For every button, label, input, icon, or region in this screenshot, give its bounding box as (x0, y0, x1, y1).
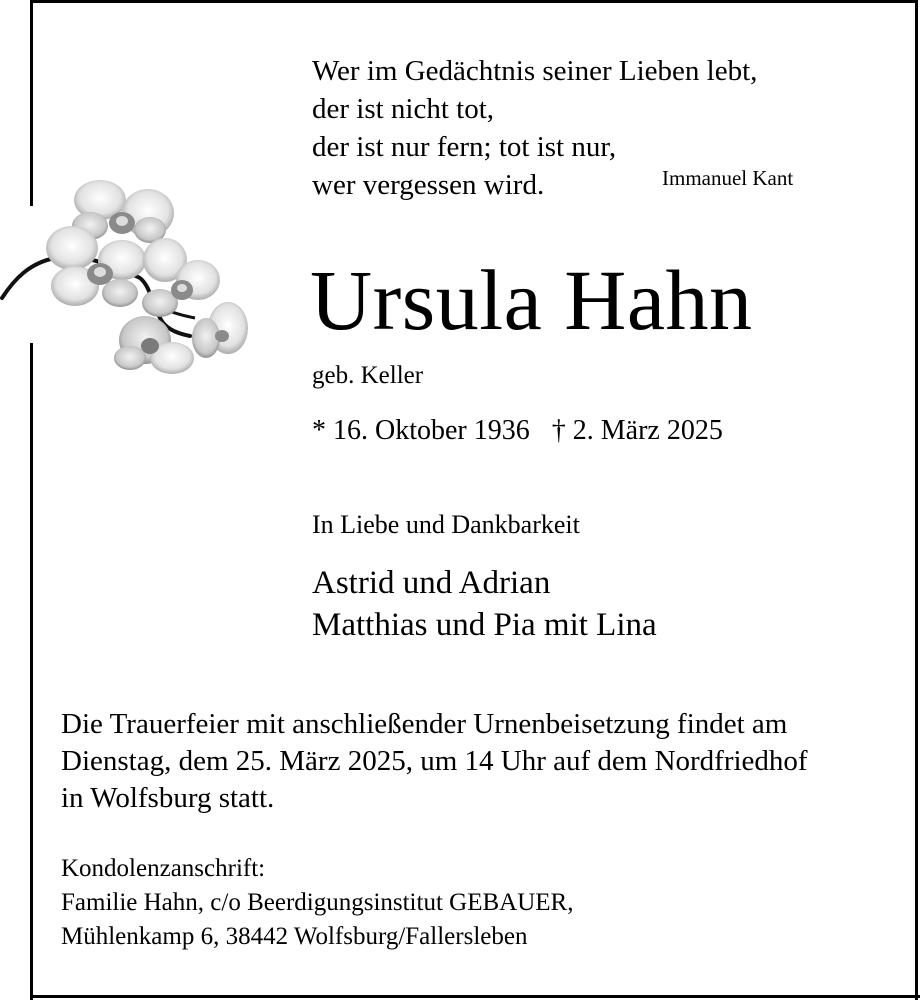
life-dates (312, 415, 723, 447)
birth-date: * 16. Oktober 1936 (312, 415, 530, 446)
mourners-list (312, 562, 657, 646)
mourner-name: Astrid und Adrian (312, 565, 551, 601)
mourners-intro: In Liebe und Dankbarkeit (312, 510, 580, 539)
contact-line: Kondolenzanschrift: (61, 855, 266, 882)
contact-line: Mühlenkamp 6, 38442 Wolfsburg/Fallersleben (61, 923, 528, 950)
quote-author: Immanuel Kant (662, 166, 794, 190)
frame-left-border-lower (30, 343, 33, 1000)
quote-line: wer vergessen wird. (312, 169, 545, 201)
frame-top-border (30, 0, 918, 3)
ceremony-line: in Wolfsburg statt. (61, 782, 275, 814)
ceremony-notice (61, 706, 808, 817)
ceremony-line: Dienstag, dem 25. März 2025, um 14 Uhr auf dem Nordfriedhof (61, 745, 808, 777)
death-date: † 2. März 2025 (551, 415, 723, 446)
quote-line: Wer im Gedächtnis seiner Lieben lebt, (312, 55, 758, 87)
quote-line: der ist nur fern; tot ist nur, (312, 131, 617, 163)
ceremony-line: Die Trauerfeier mit anschließender Urnenbeisetzung findet am (61, 708, 788, 740)
frame-right-border (915, 0, 918, 1000)
mourner-name: Matthias und Pia mit Lina (312, 607, 657, 643)
condolence-address (61, 852, 573, 954)
deceased-name: Ursula Hahn (310, 252, 753, 348)
birth-name: geb. Keller (312, 362, 424, 389)
orchid-icon (0, 168, 260, 378)
frame-bottom-border (30, 995, 920, 998)
contact-line: Familie Hahn, c/o Beerdigungsinstitut GEBAUER, (61, 889, 574, 916)
quote-line: der ist nicht tot, (312, 93, 495, 125)
